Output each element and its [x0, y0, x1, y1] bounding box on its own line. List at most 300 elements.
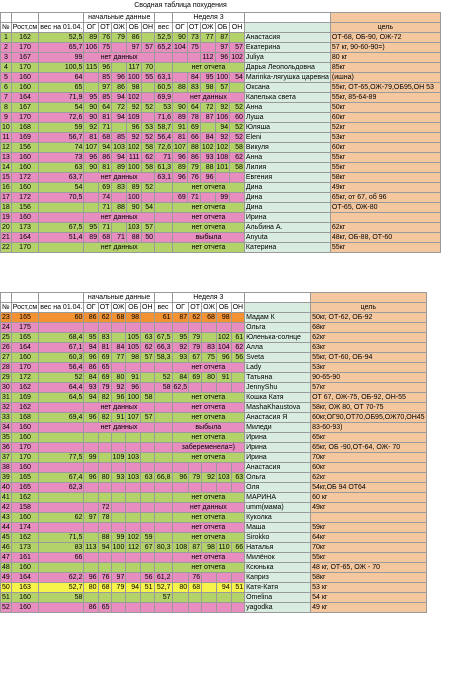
initial-oj[interactable]	[111, 503, 126, 513]
weight-cell[interactable]: 68,4	[39, 333, 84, 343]
week-ot3[interactable]: 66	[187, 133, 200, 143]
initial-on[interactable]	[141, 113, 155, 123]
initial-ob[interactable]	[126, 603, 141, 613]
week-ob3[interactable]: 98	[216, 313, 231, 323]
row-number[interactable]: 12	[2, 144, 10, 151]
participant-name[interactable]: Капелька света	[244, 93, 330, 103]
participant-name[interactable]: Милёнок	[245, 553, 311, 563]
week-oj3[interactable]	[200, 43, 215, 53]
weight-cell[interactable]	[39, 433, 84, 443]
week-on3[interactable]: 56	[231, 353, 245, 363]
header-initial-data[interactable]: начальные данные	[84, 293, 154, 303]
initial-oj[interactable]: 93	[111, 473, 126, 483]
row-number[interactable]: 1	[1, 33, 12, 43]
week-oj3[interactable]	[202, 323, 217, 333]
week-ot3[interactable]: 75	[187, 43, 200, 53]
initial-ot[interactable]: 69	[99, 183, 112, 193]
week-ot3[interactable]: 83	[187, 83, 200, 93]
goal-cell[interactable]: 65кг	[311, 433, 426, 443]
week-ob3[interactable]: 106	[216, 114, 229, 121]
week-oj3[interactable]: 112	[200, 53, 215, 63]
height-cell[interactable]: 158	[11, 503, 38, 513]
week-ob3[interactable]	[216, 593, 231, 603]
week-weight[interactable]	[154, 403, 172, 413]
height-cell[interactable]: 172	[11, 173, 38, 183]
week-weight[interactable]: 60,5	[155, 83, 173, 93]
header-blank[interactable]	[245, 293, 311, 303]
week-weight[interactable]	[155, 233, 173, 243]
initial-ot[interactable]: 82	[98, 413, 111, 423]
week-ot3[interactable]: 84	[187, 73, 200, 83]
initial-ob[interactable]: 100	[127, 394, 140, 401]
week-on3[interactable]	[231, 573, 245, 583]
initial-ot[interactable]	[98, 483, 111, 493]
initial-og[interactable]: 86	[84, 363, 98, 373]
goal-cell[interactable]: 83-60-93)	[311, 423, 426, 433]
week-og3[interactable]: 69	[173, 193, 188, 203]
initial-on[interactable]: 58	[141, 163, 155, 173]
initial-oj[interactable]: 100	[112, 544, 125, 551]
initial-og[interactable]: 96	[84, 413, 98, 423]
header-week-weight[interactable]: вес	[154, 303, 172, 313]
weight-cell[interactable]: 65	[39, 83, 84, 93]
weight-cell[interactable]: 54	[39, 103, 84, 113]
goal-cell[interactable]: 65кг, ОБ -90,ОТ-64, ОЖ- 70	[311, 443, 426, 453]
week-weight[interactable]	[154, 603, 172, 613]
initial-og[interactable]: 89	[84, 33, 99, 43]
week-og3[interactable]	[172, 573, 189, 583]
row-number[interactable]: 46	[2, 544, 10, 551]
week-weight[interactable]	[154, 493, 172, 503]
header-measure-week[interactable]: ОТ	[190, 304, 201, 311]
initial-oj[interactable]: 99	[111, 533, 126, 543]
week-weight[interactable]	[154, 393, 172, 403]
goal-cell[interactable]: 49кг	[330, 183, 440, 193]
initial-on[interactable]: 63	[141, 333, 155, 343]
initial-ot[interactable]: 62	[98, 313, 111, 323]
initial-oj[interactable]	[111, 483, 126, 493]
initial-on[interactable]	[141, 603, 155, 613]
row-number[interactable]: 6	[1, 83, 12, 93]
initial-ob[interactable]	[126, 503, 141, 513]
initial-on[interactable]: 53	[141, 123, 155, 133]
height-cell[interactable]: 165	[11, 473, 38, 483]
week-on3[interactable]: 52	[230, 103, 245, 113]
goal-cell[interactable]: (ишна)	[330, 73, 440, 83]
weight-cell[interactable]: 60,3	[39, 353, 84, 363]
height-cell[interactable]: 162	[11, 403, 38, 413]
goal-cell[interactable]: 62кг	[311, 333, 426, 343]
week-og3[interactable]: 91	[173, 123, 188, 133]
initial-oj[interactable]	[111, 603, 126, 613]
goal-cell[interactable]: 48кг, ОБ-88, ОТ-60	[330, 233, 440, 243]
weight-cell[interactable]: 83	[39, 543, 84, 553]
participant-name[interactable]: Анастасия Я	[245, 413, 311, 423]
header-blank[interactable]	[155, 13, 173, 23]
initial-on[interactable]	[141, 33, 155, 43]
week-ot3[interactable]: 78	[187, 113, 200, 123]
initial-on[interactable]: 67	[141, 543, 155, 553]
weight-cell[interactable]: 64,5	[39, 393, 84, 403]
weight-cell[interactable]: 64	[39, 73, 84, 83]
goal-cell[interactable]: 55кг	[330, 243, 440, 253]
initial-ob[interactable]: 96	[126, 123, 141, 133]
initial-og[interactable]: 94	[84, 393, 98, 403]
week-weight[interactable]: 52	[154, 373, 172, 383]
goal-cell[interactable]: ОТ 67, ОЖ-75, ОБ-92, ОН-55	[311, 393, 426, 403]
week-note[interactable]: нет отчета	[172, 453, 245, 463]
header-measure-week[interactable]: ОЖ	[201, 24, 214, 31]
initial-og[interactable]: 95	[84, 93, 99, 103]
initial-ob[interactable]	[126, 433, 141, 443]
initial-oj[interactable]	[111, 493, 126, 503]
goal-cell[interactable]: 54кг,ОБ 94 ОТ64	[311, 483, 426, 493]
initial-ob[interactable]: 105	[127, 344, 140, 351]
row-number[interactable]: 30	[2, 384, 10, 391]
initial-ob[interactable]	[126, 323, 141, 333]
row-number[interactable]: 47	[2, 554, 10, 561]
initial-og[interactable]	[84, 73, 99, 83]
week-ot3[interactable]: 67	[189, 353, 202, 363]
week-weight[interactable]: 52,5	[155, 33, 173, 43]
week-oj3[interactable]: 96	[200, 173, 215, 183]
height-cell[interactable]: 162	[11, 33, 38, 43]
week-oj3[interactable]	[202, 333, 217, 343]
height-cell[interactable]: 164	[11, 233, 38, 243]
initial-og[interactable]: 96	[84, 573, 98, 583]
header-measure[interactable]: ОГ	[84, 23, 99, 33]
height-cell[interactable]: 165	[11, 313, 38, 323]
height-cell[interactable]: 173	[11, 223, 38, 233]
initial-on[interactable]	[141, 503, 155, 513]
week-ot3[interactable]	[189, 323, 202, 333]
initial-og[interactable]: 93	[84, 383, 98, 393]
week-ot3[interactable]	[189, 463, 202, 473]
week-oj3[interactable]: 87	[200, 113, 215, 123]
week-weight[interactable]	[154, 323, 172, 333]
initial-og[interactable]: 81	[84, 133, 99, 143]
initial-ob[interactable]	[126, 563, 141, 573]
week-weight[interactable]	[155, 193, 173, 203]
row-number[interactable]: 40	[2, 484, 10, 491]
goal-cell[interactable]: 60 кг	[311, 493, 426, 503]
weight-cell[interactable]: 51,4	[39, 233, 84, 243]
initial-ob[interactable]: 103	[127, 474, 140, 481]
week-ot3[interactable]: 71	[187, 193, 200, 203]
weight-cell[interactable]	[39, 423, 84, 433]
week-on3[interactable]	[230, 173, 245, 183]
height-cell[interactable]: 172	[11, 193, 38, 203]
initial-og[interactable]	[84, 193, 99, 203]
initial-ot[interactable]: 68	[98, 583, 111, 593]
initial-on[interactable]	[141, 383, 155, 393]
week-weight[interactable]: 71	[155, 153, 173, 163]
week-oj3[interactable]: 83	[202, 343, 217, 353]
row-number[interactable]: 37	[2, 454, 10, 461]
week-ob3[interactable]	[216, 383, 231, 393]
weight-cell[interactable]: 52,7	[39, 583, 84, 593]
week-note[interactable]: нет отчета	[172, 413, 245, 423]
height-cell[interactable]: 167	[11, 53, 38, 63]
week-weight[interactable]: 58,3	[154, 353, 172, 363]
initial-on[interactable]	[141, 363, 155, 373]
header-week-3[interactable]: Неделя 3	[173, 13, 245, 23]
initial-ob[interactable]: 90	[126, 203, 141, 213]
participant-name[interactable]: Дарья Леопольдовна	[244, 63, 330, 73]
row-number[interactable]: 44	[2, 524, 10, 531]
week-weight[interactable]	[155, 203, 173, 213]
participant-name[interactable]: Алла	[245, 343, 311, 353]
header-measure-week[interactable]: ОТ	[188, 24, 199, 31]
height-cell[interactable]: 170	[11, 363, 38, 373]
height-cell[interactable]: 160	[11, 183, 38, 193]
initial-note[interactable]: нет данных	[84, 53, 155, 63]
week-ot3[interactable]	[189, 593, 202, 603]
weight-cell[interactable]	[39, 213, 84, 223]
height-cell[interactable]: 175	[11, 323, 38, 333]
header-initial-data[interactable]: начальные данные	[84, 13, 155, 23]
initial-on[interactable]	[141, 373, 155, 383]
participant-name[interactable]: Юляша	[244, 123, 330, 133]
initial-og[interactable]	[84, 83, 99, 93]
initial-on[interactable]: 52	[141, 183, 155, 193]
goal-cell[interactable]: 58кг	[311, 573, 426, 583]
row-number[interactable]: 14	[2, 164, 10, 171]
height-cell[interactable]: 164	[11, 93, 38, 103]
initial-og[interactable]	[84, 323, 98, 333]
participant-name[interactable]: Anyuta	[244, 233, 330, 243]
row-number[interactable]: 9	[1, 113, 12, 123]
initial-ob[interactable]: 96	[126, 383, 141, 393]
week-weight[interactable]	[154, 513, 172, 523]
participant-name[interactable]: umm(мама)	[245, 503, 311, 513]
initial-oj[interactable]	[111, 433, 126, 443]
week-on3[interactable]	[231, 593, 245, 603]
row-number[interactable]: 23	[2, 314, 10, 321]
participant-name[interactable]: Куколка	[245, 513, 311, 523]
row-number[interactable]: 36	[2, 444, 10, 451]
height-cell[interactable]: 160	[11, 433, 38, 443]
week-ob3[interactable]: 101	[216, 164, 229, 171]
participant-name[interactable]: Дина	[244, 203, 330, 213]
week-on3[interactable]	[231, 373, 245, 383]
initial-ob[interactable]	[126, 443, 141, 453]
week-weight[interactable]: 52,7	[154, 583, 172, 593]
initial-og[interactable]: 107	[85, 144, 98, 151]
weight-cell[interactable]: 54	[39, 183, 84, 193]
week-on3[interactable]	[231, 323, 245, 333]
initial-ot[interactable]	[98, 463, 111, 473]
week-ot3[interactable]: 79	[189, 333, 202, 343]
initial-oj[interactable]	[111, 523, 126, 533]
row-number[interactable]: 18	[2, 204, 10, 211]
initial-og[interactable]: 97	[84, 513, 98, 523]
initial-note[interactable]: нет данных	[84, 243, 155, 253]
initial-on[interactable]	[141, 523, 155, 533]
week-oj3[interactable]: 75	[202, 353, 217, 363]
height-cell[interactable]: 156	[11, 203, 38, 213]
initial-oj[interactable]: 80	[111, 373, 126, 383]
week-note[interactable]: нет отчета	[172, 513, 245, 523]
height-cell[interactable]: 168	[11, 123, 38, 133]
initial-oj[interactable]: 79	[112, 33, 127, 43]
height-cell[interactable]: 160	[11, 163, 38, 173]
initial-ot[interactable]	[98, 523, 111, 533]
header-measure[interactable]: ОТ	[99, 304, 110, 311]
participant-name[interactable]: Marinka-лягушка царевна	[245, 74, 329, 81]
row-number[interactable]: 16	[2, 184, 10, 191]
initial-og[interactable]: 99	[84, 453, 98, 463]
goal-cell[interactable]: 65кг, от 67, об 96	[330, 193, 440, 203]
height-cell[interactable]: 167	[11, 103, 38, 113]
week-note[interactable]: забеременела=)	[172, 443, 245, 453]
row-number[interactable]: 35	[2, 434, 10, 441]
participant-name[interactable]: Катерина	[244, 243, 330, 253]
week-on3[interactable]: 58	[230, 143, 245, 153]
week-weight[interactable]	[154, 453, 172, 463]
goal-cell[interactable]	[311, 513, 426, 523]
initial-oj[interactable]	[111, 443, 126, 453]
initial-oj[interactable]	[111, 323, 126, 333]
week-og3[interactable]: 80	[172, 583, 189, 593]
initial-ot[interactable]: 68	[99, 233, 112, 243]
initial-ob[interactable]: 103	[127, 224, 140, 231]
week-ob3[interactable]: 96	[216, 353, 231, 363]
week-oj3[interactable]	[202, 583, 217, 593]
week-ob3[interactable]: 110	[216, 543, 231, 553]
goal-cell[interactable]: 53кг	[311, 363, 426, 373]
height-cell[interactable]: 172	[11, 373, 38, 383]
initial-og[interactable]: 92	[84, 123, 99, 133]
week-ob3[interactable]: 104	[217, 344, 230, 351]
week-ot3[interactable]: 87	[189, 543, 202, 553]
initial-ot[interactable]	[98, 493, 111, 503]
week-og3[interactable]	[172, 483, 189, 493]
week-weight[interactable]	[154, 463, 172, 473]
participant-name[interactable]: JennyShu	[245, 383, 311, 393]
weight-cell[interactable]	[39, 493, 84, 503]
row-number[interactable]: 10	[2, 124, 10, 131]
goal-cell[interactable]: 64кг	[311, 533, 426, 543]
row-number[interactable]: 11	[2, 134, 10, 141]
initial-on[interactable]	[141, 93, 155, 103]
week-og3[interactable]: 92	[172, 343, 189, 353]
week-og3[interactable]: 90	[173, 33, 188, 43]
weight-cell[interactable]: 74	[39, 143, 84, 153]
week-on3[interactable]: 52	[230, 133, 245, 143]
row-number[interactable]: 13	[2, 154, 10, 161]
initial-og[interactable]	[84, 493, 98, 503]
goal-cell[interactable]: 53кг	[330, 133, 440, 143]
initial-ob[interactable]: 102	[127, 94, 140, 101]
weight-cell[interactable]: 62,2	[39, 573, 84, 583]
week-weight[interactable]	[154, 433, 172, 443]
initial-ob[interactable]: 89	[126, 183, 141, 193]
initial-ot[interactable]: 76	[98, 573, 111, 583]
weight-cell[interactable]: 52,5	[39, 33, 84, 43]
weight-cell[interactable]: 56,4	[39, 363, 84, 373]
goal-cell[interactable]: 52кг	[330, 123, 440, 133]
week-oj3[interactable]	[202, 483, 217, 493]
initial-on[interactable]	[141, 493, 155, 503]
participant-name[interactable]: Маша	[245, 523, 311, 533]
week-on3[interactable]: 102	[231, 54, 243, 61]
initial-og[interactable]	[84, 503, 98, 513]
participant-name[interactable]: Juliya	[244, 53, 330, 63]
initial-og[interactable]: 86	[84, 603, 98, 613]
week-oj3[interactable]	[202, 573, 217, 583]
height-cell[interactable]: 163	[11, 583, 38, 593]
week-weight[interactable]	[154, 363, 172, 373]
initial-oj[interactable]: 85	[112, 133, 127, 143]
initial-oj[interactable]: 94	[112, 93, 127, 103]
initial-ob[interactable]: 92	[126, 133, 141, 143]
week-ot3[interactable]: 88	[187, 143, 200, 153]
initial-ob[interactable]: 92	[126, 103, 141, 113]
week-og3[interactable]: 108	[172, 543, 189, 553]
week-weight[interactable]: 67,5	[154, 333, 172, 343]
week-note[interactable]: нет отчета	[172, 363, 245, 373]
weight-cell[interactable]: 99	[39, 53, 84, 63]
week-oj3[interactable]: 93	[200, 153, 215, 163]
weight-cell[interactable]	[39, 243, 84, 253]
row-number[interactable]: 48	[2, 564, 10, 571]
participant-name[interactable]: МАРИНА	[245, 493, 311, 503]
week-og3[interactable]: 89	[173, 113, 188, 123]
row-number[interactable]: 2	[1, 43, 12, 53]
weight-cell[interactable]: 69,4	[39, 413, 84, 423]
header-measure[interactable]: ОН	[142, 304, 153, 311]
initial-og[interactable]: 80	[84, 583, 98, 593]
week-note[interactable]: нет отчета	[173, 213, 245, 223]
header-name[interactable]	[244, 23, 330, 33]
height-cell[interactable]: 162	[11, 383, 38, 393]
week-ot3[interactable]: 69	[187, 123, 200, 133]
weight-cell[interactable]: 58	[39, 593, 84, 603]
week-note[interactable]: выбыла	[173, 233, 245, 243]
initial-on[interactable]: 59	[141, 533, 155, 543]
height-cell[interactable]: 162	[11, 493, 38, 503]
week-ob3[interactable]	[215, 173, 230, 183]
week-og3[interactable]	[172, 323, 189, 333]
participant-name[interactable]: Дина	[244, 183, 330, 193]
week-oj3[interactable]: 98	[200, 83, 215, 93]
goal-cell[interactable]: 57кг	[311, 383, 426, 393]
participant-name[interactable]: Миледи	[245, 423, 311, 433]
initial-oj[interactable]: 97	[111, 573, 126, 583]
initial-og[interactable]	[84, 533, 98, 543]
week-ot3[interactable]	[189, 603, 202, 613]
participant-name[interactable]: Каприз	[245, 573, 311, 583]
weight-cell[interactable]: 64,4	[39, 383, 84, 393]
initial-on[interactable]	[141, 433, 155, 443]
initial-on[interactable]	[141, 593, 155, 603]
week-oj3[interactable]: 98	[202, 543, 217, 553]
participant-name[interactable]: yagodka	[245, 603, 311, 613]
weight-cell[interactable]: 100,5	[39, 63, 84, 73]
week-weight[interactable]: 56,4	[155, 133, 173, 143]
goal-cell[interactable]: 59кг	[311, 523, 426, 533]
initial-oj[interactable]	[111, 563, 126, 573]
initial-oj[interactable]	[112, 43, 127, 53]
initial-oj[interactable]: 103	[113, 144, 125, 151]
goal-cell[interactable]: 80 кг	[330, 53, 440, 63]
initial-oj[interactable]	[111, 513, 126, 523]
week-ob3[interactable]: 94	[216, 583, 231, 593]
initial-ob[interactable]: 97	[126, 43, 141, 53]
header-week-3[interactable]: Неделя 3	[172, 293, 245, 303]
initial-ot[interactable]: 85	[99, 73, 112, 83]
